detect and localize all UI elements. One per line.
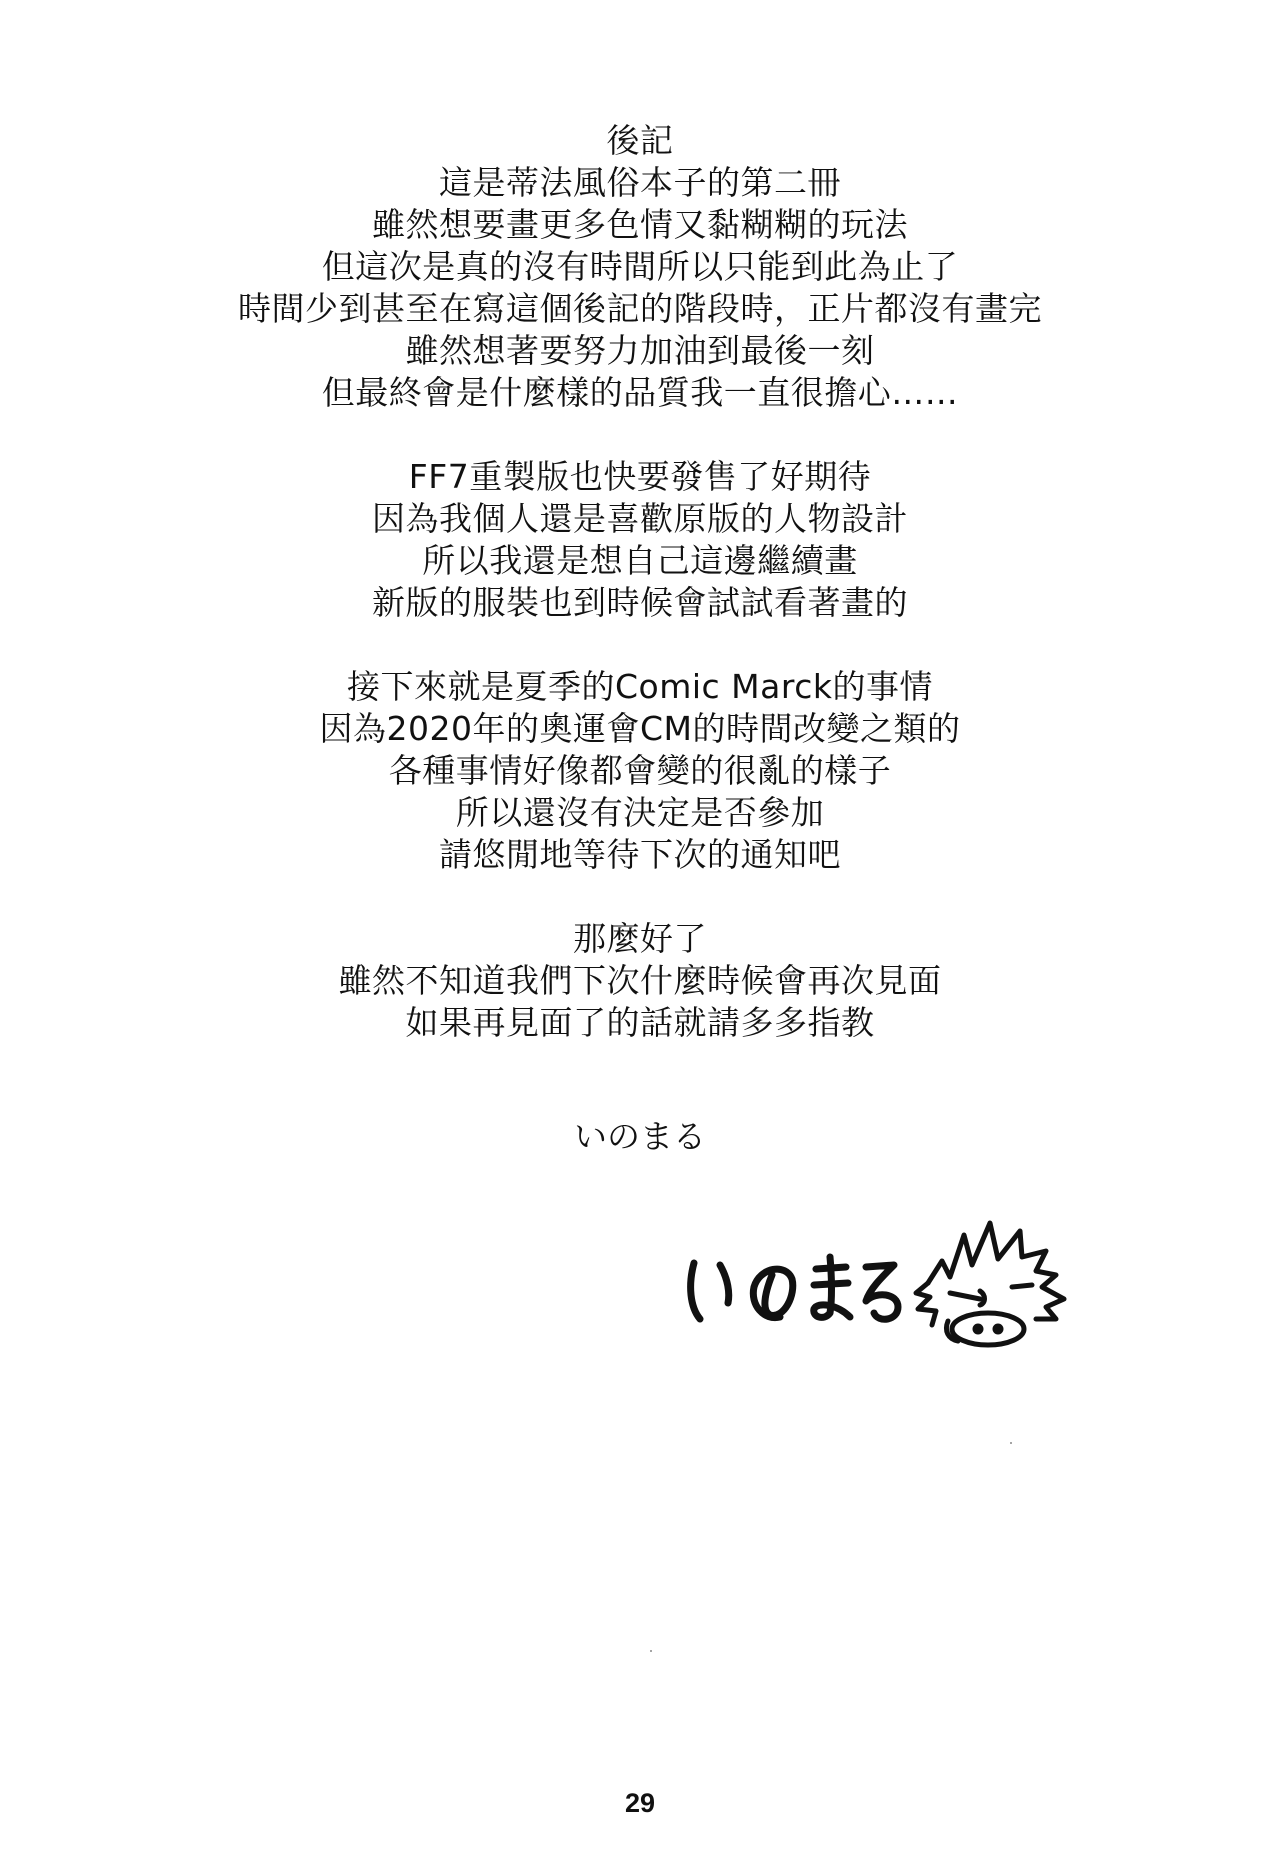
afterword-line: 時間少到甚至在寫這個後記的階段時，正片都沒有畫完 xyxy=(238,289,1042,328)
afterword-line: 雖然想要畫更多色情又黏糊糊的玩法 xyxy=(372,205,908,244)
afterword-line: 所以我還是想自己這邊繼續畫 xyxy=(422,541,858,580)
afterword-line: 因為我個人還是喜歡原版的人物設計 xyxy=(372,499,908,538)
print-speck xyxy=(1010,1442,1012,1444)
boar-signature-drawing xyxy=(680,1195,1160,1355)
afterword-line: 接下來就是夏季的Comic Marck的事情 xyxy=(347,667,933,706)
afterword-line: 新版的服裝也到時候會試試看著畫的 xyxy=(372,583,908,622)
afterword-line: 請悠閒地等待下次的通知吧 xyxy=(439,835,841,874)
author-name: いのまる xyxy=(574,1117,706,1156)
afterword-line: 所以還沒有決定是否參加 xyxy=(455,793,825,832)
author-signature xyxy=(680,1195,1160,1355)
afterword-line: 但這次是真的沒有時間所以只能到此為止了 xyxy=(321,247,959,286)
afterword-title: 後記 xyxy=(606,121,674,160)
afterword-line: 這是蒂法風俗本子的第二冊 xyxy=(439,163,841,202)
afterword-line: 因為2020年的奧運會CM的時間改變之類的 xyxy=(319,709,961,748)
paragraph-gap xyxy=(0,624,1280,666)
print-speck xyxy=(650,1650,652,1652)
afterword-line: 如果再見面了的話就請多多指教 xyxy=(405,1003,875,1042)
paragraph-gap xyxy=(0,1044,1280,1116)
afterword-line: 各種事情好像都會變的很亂的樣子 xyxy=(388,751,892,790)
page-number: 29 xyxy=(624,1788,656,1818)
afterword-line: 但最終會是什麼樣的品質我一直很擔心…… xyxy=(321,373,959,412)
afterword-line: FF7重製版也快要發售了好期待 xyxy=(408,457,872,496)
afterword-line: 雖然想著要努力加油到最後一刻 xyxy=(405,331,875,370)
boar-icon xyxy=(916,1223,1064,1345)
afterword-text-block xyxy=(0,120,1280,1158)
paragraph-gap xyxy=(0,876,1280,918)
afterword-line: 雖然不知道我們下次什麼時候會再次見面 xyxy=(338,961,942,1000)
paragraph-gap xyxy=(0,414,1280,456)
afterword-line: 那麼好了 xyxy=(573,919,707,958)
